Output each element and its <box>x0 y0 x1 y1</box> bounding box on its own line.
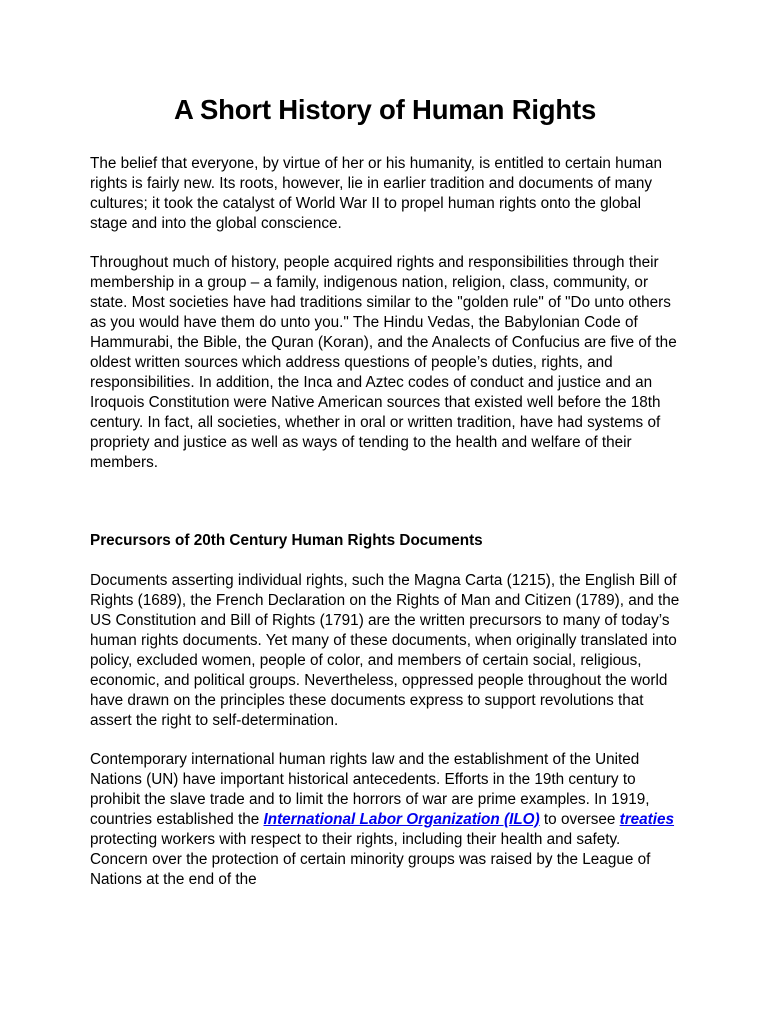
paragraph-text: protecting workers with respect to their rights, including their health and safety. Concern over the protection of certain minority groups was raised by the League of Nations at the end of the <box>90 831 651 888</box>
precursors-paragraph: Documents asserting individual rights, such the Magna Carta (1215), the English Bill of Rights (1689), the French Declaration on the Rights of Man and Citizen (1789), and the US Constitution and Bill of Rights (1791) are the written precursors to many of today’s human rights documents. Yet many of these documents, when originally translated into policy, excluded women, people of color, and members of certain social, religious, economic, and political groups. Nevertheless, oppressed people throughout the world have drawn on the principles these documents express to support revolutions that assert the right to self-determination. <box>90 572 680 729</box>
section-heading: Precursors of 20th Century Human Rights Documents <box>90 532 483 549</box>
paragraph-text: to oversee <box>539 811 620 828</box>
history-paragraph: Throughout much of history, people acquired rights and responsibilities through their membership in a group – a family, indigenous nation, religion, class, community, or state. Most societies have had traditions similar to the "golden rule" of "Do unto others as you would have them do unto you." The Hindu Vedas, the Babylonian Code of Hammurabi, the Bible, the Quran (Koran), and the Analects of Confucius are five of the oldest written sources which address questions of people’s duties, rights, and responsibilities. In addition, the Inca and Aztec codes of conduct and justice and an Iroquois Constitution were Native American sources that existed well before the 18th century. In fact, all societies, whether in oral or written tradition, have had systems of propriety and justice as well as ways of tending to the health and welfare of their members. <box>90 254 677 471</box>
treaties-link[interactable]: treaties <box>619 811 675 828</box>
document-page <box>90 92 680 909</box>
intro-paragraph: The belief that everyone, by virtue of her or his humanity, is entitled to certain human rights is fairly new. Its roots, however, lie in earlier tradition and documents of many cultures; it took the catalyst of World War II to propel human rights onto the global stage and into the global conscience. <box>90 155 662 232</box>
document-title: A Short History of Human Rights <box>173 94 597 125</box>
ilo-link[interactable]: International Labor Organization (ILO) <box>263 811 540 828</box>
antecedents-paragraph <box>90 750 680 890</box>
paragraph-text: Contemporary international human rights law and the establishment of the United Nations (UN) have important historical antecedents. Efforts in the 19th century to prohibit the slave trade and to limit the horrors of war are prime examples. In 1919, countries established the <box>90 751 650 828</box>
